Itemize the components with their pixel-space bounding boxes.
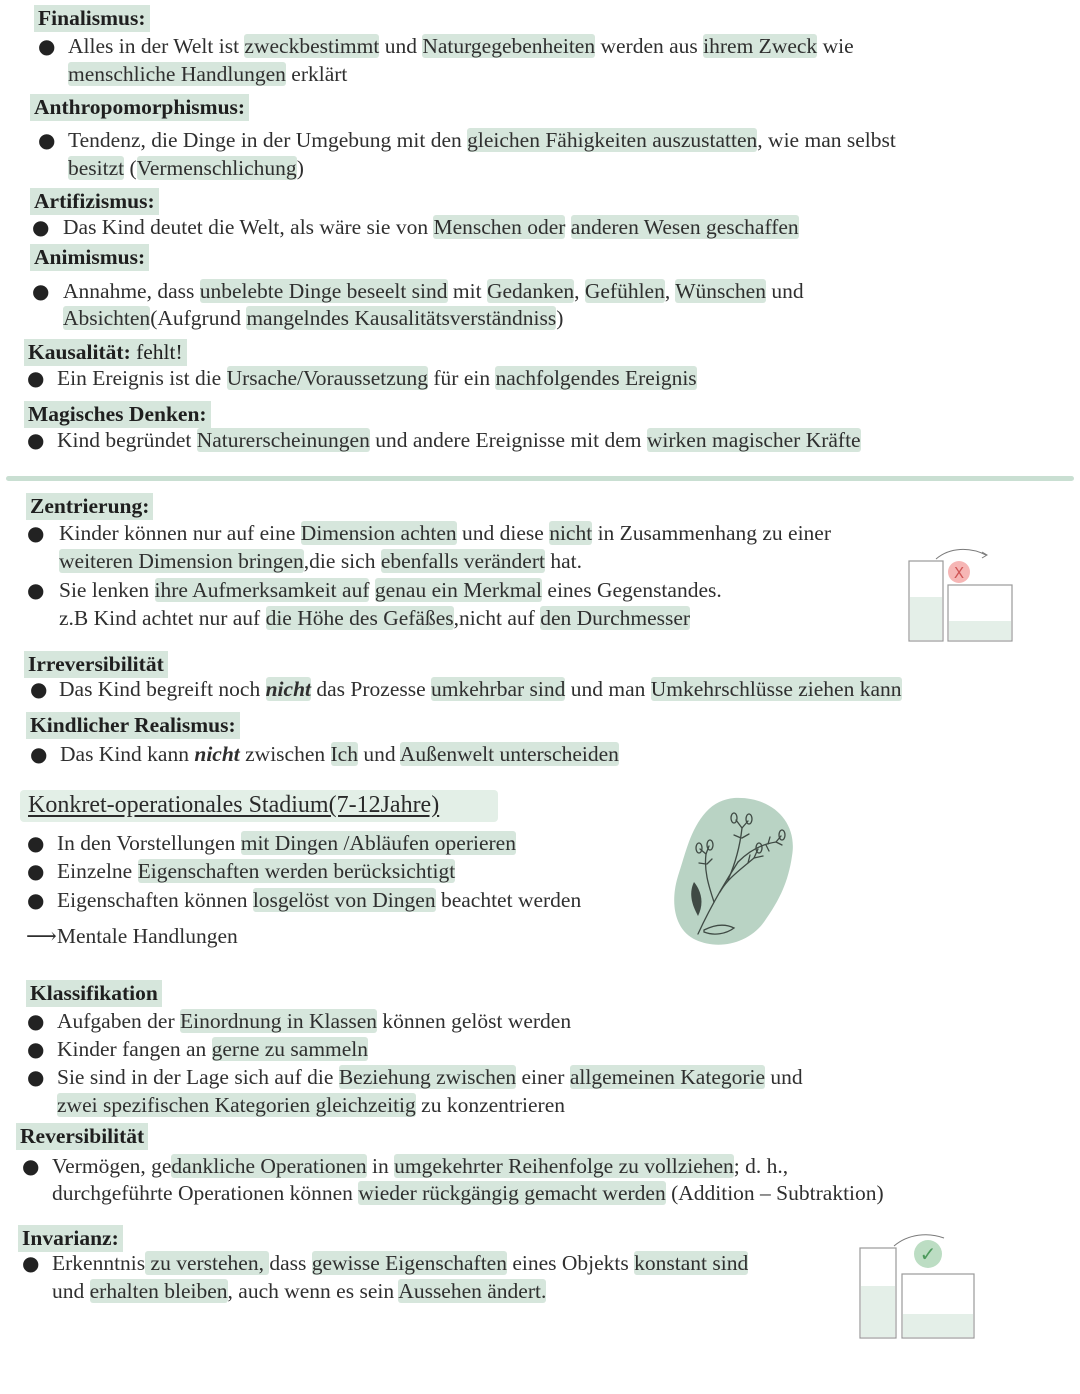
kausalitaet-line-1: Ein Ereignis ist die Ursache/Voraussetzung für ein nachfolgendes Ereignis [57, 366, 697, 390]
reversibilitaet-line-1: Vermögen, gedankliche Operationen in umgekehrter Reihenfolge zu vollziehen; d. h., [52, 1154, 789, 1178]
section-divider [6, 476, 1074, 481]
bullet: ● [32, 279, 50, 303]
bullet: ● [27, 1009, 45, 1033]
arrow-right-icon: ⟶ [26, 924, 57, 948]
beaker-comparison-correct-illustration [850, 1228, 982, 1344]
stage-title: Konkret-operationales Stadium(7-12Jahre) [28, 792, 440, 818]
wrong-mark-icon: X [953, 564, 965, 582]
beaker-comparison-wrong-illustration [900, 545, 1022, 647]
invarianz-line-2: und erhalten bleiben, auch wenn es sein Aussehen ändert. [52, 1279, 547, 1303]
finalismus-line-2: menschliche Handlungen erklärt [68, 62, 348, 86]
anthropomorphismus-line-1: Tendenz, die Dinge in der Umgebung mit den gleichen Fähigkeiten auszustatten, wie man selbst [68, 128, 896, 152]
bullet: ● [27, 578, 45, 602]
klassifikation-b1: Aufgaben der Einordnung in Klassen können gelöst werden [57, 1009, 572, 1033]
heading-kausalitaet: Kausalität: fehlt! [24, 339, 187, 366]
heading-artifizismus: Artifizismus: [30, 188, 159, 215]
zentrierung-b2-line-2: z.B Kind achtet nur auf die Höhe des Gefäßes,nicht auf den Durchmesser [59, 606, 691, 630]
bullet: ● [27, 366, 45, 390]
heading-invarianz: Invarianz: [18, 1225, 123, 1252]
animismus-line-2: Absichten(Aufgrund mangelndes Kausalitätsverständniss) [63, 306, 564, 330]
konkret-arrow-line: ⟶Mentale Handlungen [26, 924, 238, 948]
bullet: ● [27, 1037, 45, 1061]
bullet: ● [30, 742, 48, 766]
bullet: ● [27, 428, 45, 452]
check-mark-icon: ✓ [919, 1242, 937, 1266]
heading-reversibilitaet: Reversibilität [16, 1123, 148, 1150]
invarianz-line-1: Erkenntnis zu verstehen, dass gewisse Eigenschaften eines Objekts konstant sind [52, 1251, 749, 1275]
bullet: ● [27, 1065, 45, 1089]
magisches-denken-line-1: Kind begründet Naturerscheinungen und andere Ereignisse mit dem wirken magischer Kräfte [57, 428, 861, 452]
animismus-line-1: Annahme, dass unbelebte Dinge beseelt sind mit Gedanken, Gefühlen, Wünschen und [63, 279, 804, 303]
zentrierung-b1-line-1: Kinder können nur auf eine Dimension achten und diese nicht in Zusammenhang zu einer [59, 521, 832, 545]
heading-finalismus: Finalismus: [34, 5, 150, 32]
heading-anthropomorphismus: Anthropomorphismus: [30, 94, 249, 121]
anthropomorphismus-line-2: besitzt (Vermenschlichung) [68, 156, 304, 180]
kindlicher-realismus-line-1: Das Kind kann nicht zwischen Ich und Außenwelt unterscheiden [60, 742, 619, 766]
irreversibilitaet-line-1: Das Kind begreift noch nicht das Prozesse umkehrbar sind und man Umkehrschlüsse ziehen kann [59, 677, 902, 701]
heading-irreversibilitaet: Irreversibilität [24, 651, 168, 678]
bullet: ● [22, 1251, 40, 1275]
bullet: ● [32, 215, 50, 239]
bullet: ● [30, 677, 48, 701]
bullet: ● [38, 128, 56, 152]
bullet: ● [27, 831, 45, 855]
finalismus-line-1: Alles in der Welt ist zweckbestimmt und Naturgegebenheiten werden aus ihrem Zweck wie [68, 34, 854, 58]
klassifikation-b3-line-1: Sie sind in der Lage sich auf die Beziehung zwischen einer allgemeinen Kategorie und [57, 1065, 803, 1089]
heading-kindlicher-realismus: Kindlicher Realismus: [26, 712, 240, 739]
klassifikation-b2: Kinder fangen an gerne zu sammeln [57, 1037, 369, 1061]
heading-zentrierung: Zentrierung: [26, 493, 153, 520]
bullet: ● [38, 34, 56, 58]
artifizismus-line-1: Das Kind deutet die Welt, als wäre sie von Menschen oder anderen Wesen geschaffen [63, 215, 799, 239]
klassifikation-b3-line-2: zwei spezifischen Kategorien gleichzeitig zu konzentrieren [57, 1093, 566, 1117]
heading-klassifikation: Klassifikation [26, 980, 162, 1007]
bullet: ● [27, 859, 45, 883]
bullet: ● [27, 888, 45, 912]
zentrierung-b2-line-1: Sie lenken ihre Aufmerksamkeit auf genau ein Merkmal eines Gegenstandes. [59, 578, 722, 602]
reversibilitaet-line-2: durchgeführte Operationen können wieder rückgängig gemacht werden (Addition – Subtraktion) [52, 1181, 884, 1205]
zentrierung-b1-line-2: weiteren Dimension bringen,die sich ebenfalls verändert hat. [59, 549, 583, 573]
konkret-b1: In den Vorstellungen mit Dingen /Abläufen operieren [57, 831, 516, 855]
bullet: ● [22, 1154, 40, 1178]
heading-magisches-denken: Magisches Denken: [24, 401, 211, 428]
konkret-b3: Eigenschaften können losgelöst von Dingen beachtet werden [57, 888, 582, 912]
bullet: ● [27, 521, 45, 545]
konkret-b2: Einzelne Eigenschaften werden berücksichtigt [57, 859, 456, 883]
botanical-sketch-illustration [668, 792, 800, 952]
heading-animismus: Animismus: [30, 244, 149, 271]
